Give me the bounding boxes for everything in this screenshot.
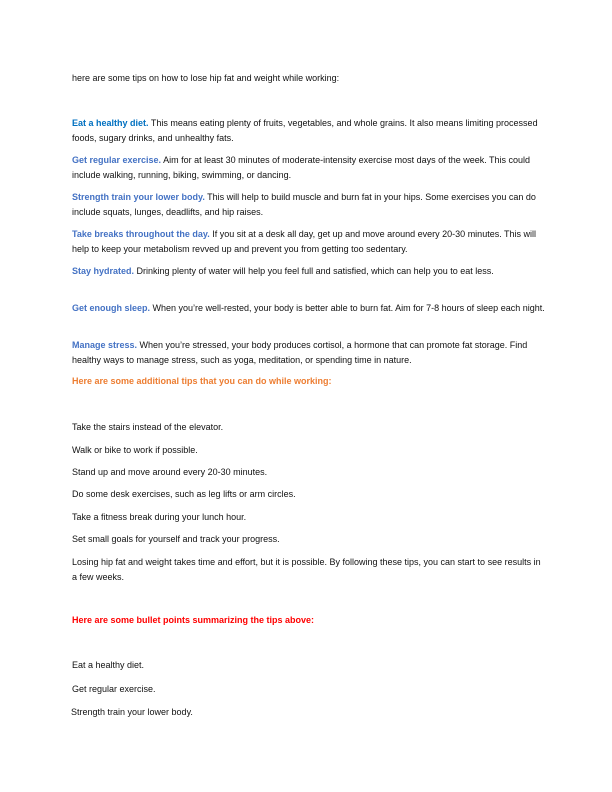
tip-title: Stay hydrated. xyxy=(72,266,135,276)
tip-paragraph xyxy=(72,301,547,316)
tip-paragraph xyxy=(72,116,547,146)
tip-title: Eat a healthy diet. xyxy=(72,118,149,128)
tip-title: Manage stress. xyxy=(72,340,138,350)
tip-paragraph xyxy=(72,190,547,220)
intro-text: here are some tips on how to lose hip fat and weight while working: xyxy=(72,73,340,83)
summary-item: Strength train your lower body. xyxy=(71,707,193,717)
tip-text: This means eating plenty of fruits, vegetables, and whole grains. It also means limiting processed foods, sugary drinks, and unhealthy fats. xyxy=(72,118,538,143)
tip-title: Strength train your lower body. xyxy=(72,192,205,202)
additional-heading: Here are some additional tips that you can do while working: xyxy=(72,376,332,386)
tip-text: This will help to build muscle and burn fat in your hips. Some exercises you can do include squats, lunges, deadlifts, and hip raises. xyxy=(72,192,536,217)
tip-paragraph xyxy=(72,227,547,257)
tip-text: Aim for at least 30 minutes of moderate-intensity exercise most days of the week. This could include walking, running, biking, swimming, or dancing. xyxy=(72,155,531,180)
tip-text: If you sit at a desk all day, get up and move around every 20-30 minutes. This will help to keep your metabolism revved up and prevent you from getting too sedentary. xyxy=(72,229,537,254)
tip-title: Take breaks throughout the day. xyxy=(72,229,210,239)
tip-paragraph xyxy=(72,264,547,279)
list-item: Set small goals for yourself and track your progress. xyxy=(72,534,280,544)
tip-title: Get regular exercise. xyxy=(72,155,162,165)
tip-paragraph xyxy=(72,338,547,368)
summary-heading: Here are some bullet points summarizing the tips above: xyxy=(72,615,315,625)
list-item: Take the stairs instead of the elevator. xyxy=(72,422,224,432)
list-item: Take a fitness break during your lunch hour. xyxy=(72,512,247,522)
summary-item: Eat a healthy diet. xyxy=(72,660,145,670)
tip-text: When you’re well-rested, your body is better able to burn fat. Aim for 7-8 hours of sleep each night. xyxy=(150,303,545,313)
list-item: Walk or bike to work if possible. xyxy=(72,445,198,455)
tip-text: When you’re stressed, your body produces cortisol, a hormone that can promote fat storage. Find healthy ways to manage stress, such as yoga, meditation, or spending time in nature. xyxy=(72,340,528,365)
list-item: Do some desk exercises, such as leg lifts or arm circles. xyxy=(72,489,296,499)
conclusion-text: Losing hip fat and weight takes time and effort, but it is possible. By following these tips, you can start to see results in a few weeks. xyxy=(72,557,541,582)
tip-title: Get enough sleep. xyxy=(72,303,151,313)
summary-item: Get regular exercise. xyxy=(72,684,156,694)
tip-text: Drinking plenty of water will help you feel full and satisfied, which can help you to eat less. xyxy=(134,266,494,276)
list-item: Stand up and move around every 20-30 minutes. xyxy=(72,467,268,477)
tip-paragraph xyxy=(72,153,547,183)
